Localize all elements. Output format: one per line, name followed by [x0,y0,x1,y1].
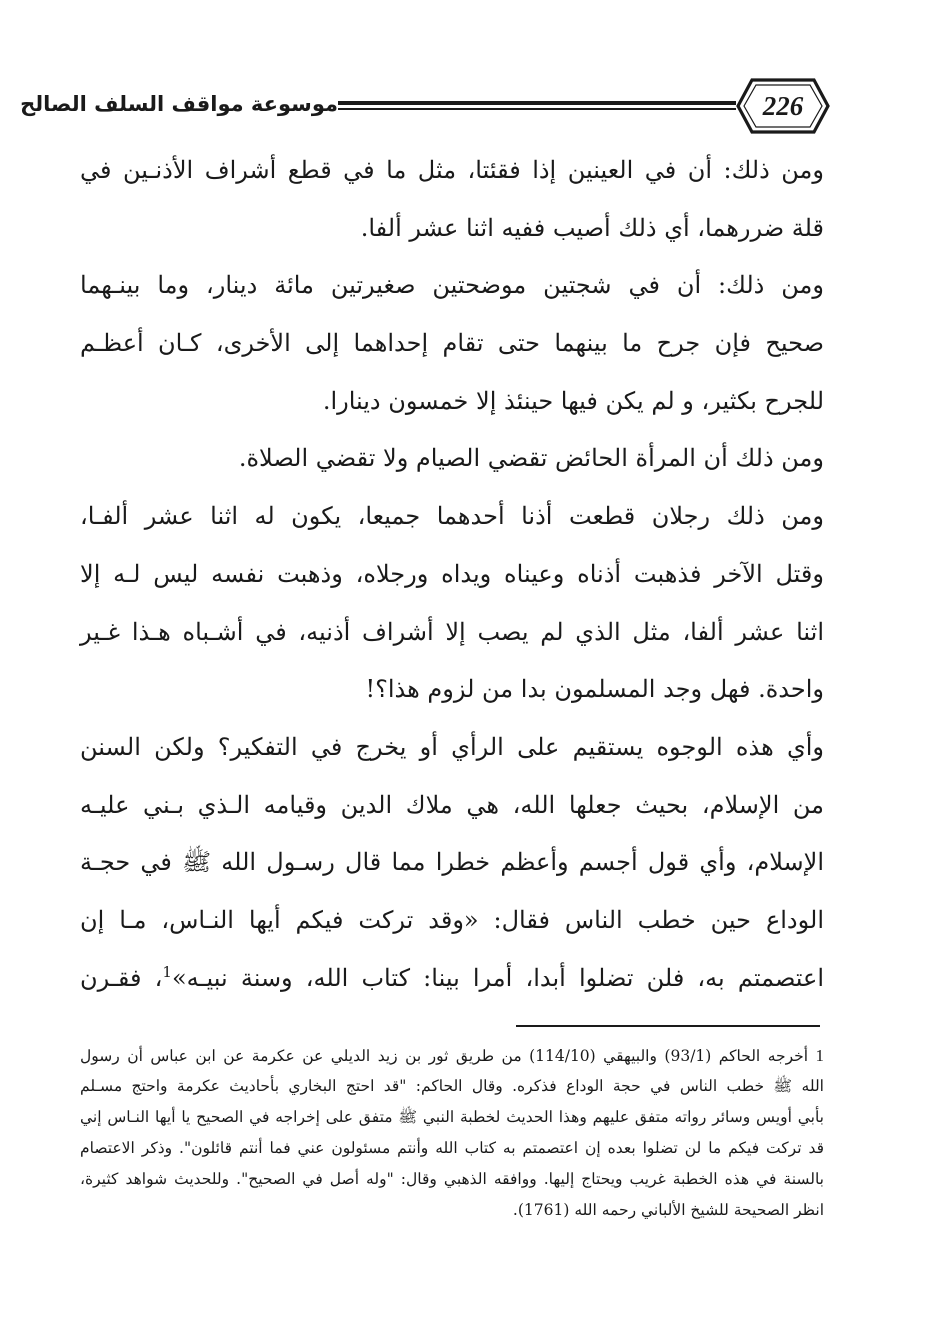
footnote-separator [516,1025,820,1027]
footnote-text: أخرجه الحاكم (93/1) والبيهقي (114/10) من طريق ثور بن زيد الديلي عن عكرمة عن ابن عباس أن رسول [80,1047,809,1065]
header-rule-thick [338,101,736,105]
header-rule-thin [338,108,736,110]
text-line: صحيح فإن جرح ما بينهما حتى تقام إحداهما إلى الأخرى، كـان أعظـم [80,329,824,358]
footnote-line: بأبي أويس وسائر رواته متفق عليهم وهذا الحديث لخطبة النبي ﷺ متفق على إخراجه في الصحيح يا أيها النـاس إني [80,1108,824,1126]
footnote-line: قد تركت فيكم ما لن تضلوا بعده إن اعتصمتم به كتاب الله وأنتم مسئولون عني فما أنتم قائلون". وذكر الاعتصام [80,1139,824,1157]
book-title: موسوعة مواقف السلف الصالح [20,92,338,116]
text-line: قلة ضررهما، أي ذلك أصيب ففيه اثنا عشر ألفا. [360,213,824,242]
text-line: وأي هذه الوجوه يستقيم على الرأي أو يخرج في التفكير؟ ولكن السنن [80,732,824,761]
text-line: ومن ذلك: أن في شجتين موضحتين صغيرتين مائة دينار، وما بينـهما [80,271,824,300]
text-segment: ، فقـرن [80,963,163,992]
header-rule [338,101,736,113]
text-line: الوداع حين خطب الناس فقال: «وقد تركت فيكم أيها النـاس، مـا إن [80,905,824,934]
text-line: واحدة. فهل وجد المسلمون بدا من لزوم هذا؟! [365,675,824,704]
page-header [20,68,832,144]
footnote [80,1040,824,1226]
text-line: من الإسلام، بحيث جعلها الله، هي ملاك الدين وقيامه الـذي بـني عليـه [80,790,824,819]
text-line: ومن ذلك: أن في العينين إذا فقئتا، مثل ما في قطع أشراف الأذنـين في [80,156,824,184]
text-line: اثنا عشر ألفا، مثل الذي لم يصب إلا أشراف أذنيه، في أشـباه هـذا غـير [80,617,824,646]
footnote-line: الله ﷺ خطب الناس في حجة الوداع فذكره. وقال الحاكم: "قد احتج البخاري بأحاديث عكرمة واحتج مسـلم [80,1077,824,1095]
footnote-line: بالسنة في هذه الخطبة غريب ويحتاج إليها. ووافقه الذهبي وقال: "وله أصل في الصحيح". وللحديث شواهد كثيرة، [80,1170,824,1188]
footnote-number: 1 [815,1046,825,1065]
page-number-badge [734,74,832,138]
text-line: للجرح بكثير، و لم يكن فيها حينئذ إلا خمسون دينارا. [322,386,824,415]
page-number: 226 [762,91,804,121]
text-line: وقتل الآخر فذهبت أذناه وعيناه ويداه ورجلاه، وذهبت نفسه ليس لـه إلا [80,559,824,588]
text-line: ومن ذلك أن المرأة الحائض تقضي الصيام ولا تقضي الصلاة. [238,444,824,473]
text-line: ومن ذلك رجلان قطعت أذنا أحدهما جميعا، يكون له اثنا عشر ألفـا، [80,502,824,531]
footnote-reference: 1 [162,962,172,981]
footnote-line: انظر الصحيحة للشيخ الألباني رحمه الله (1761). [512,1201,824,1219]
footnote-line [80,1040,824,1071]
main-text [80,142,824,1007]
text-line: الإسلام، وأي قول أجسم وأعظم خطرا مما قال رسـول الله ﷺ في حجـة [80,848,824,877]
text-segment: اعتصمتم به، فلن تضلوا أبدا، أمرا بينا: كتاب الله، وسنة نبيـه» [171,963,824,992]
text-line-with-footnote-ref [80,950,824,1008]
